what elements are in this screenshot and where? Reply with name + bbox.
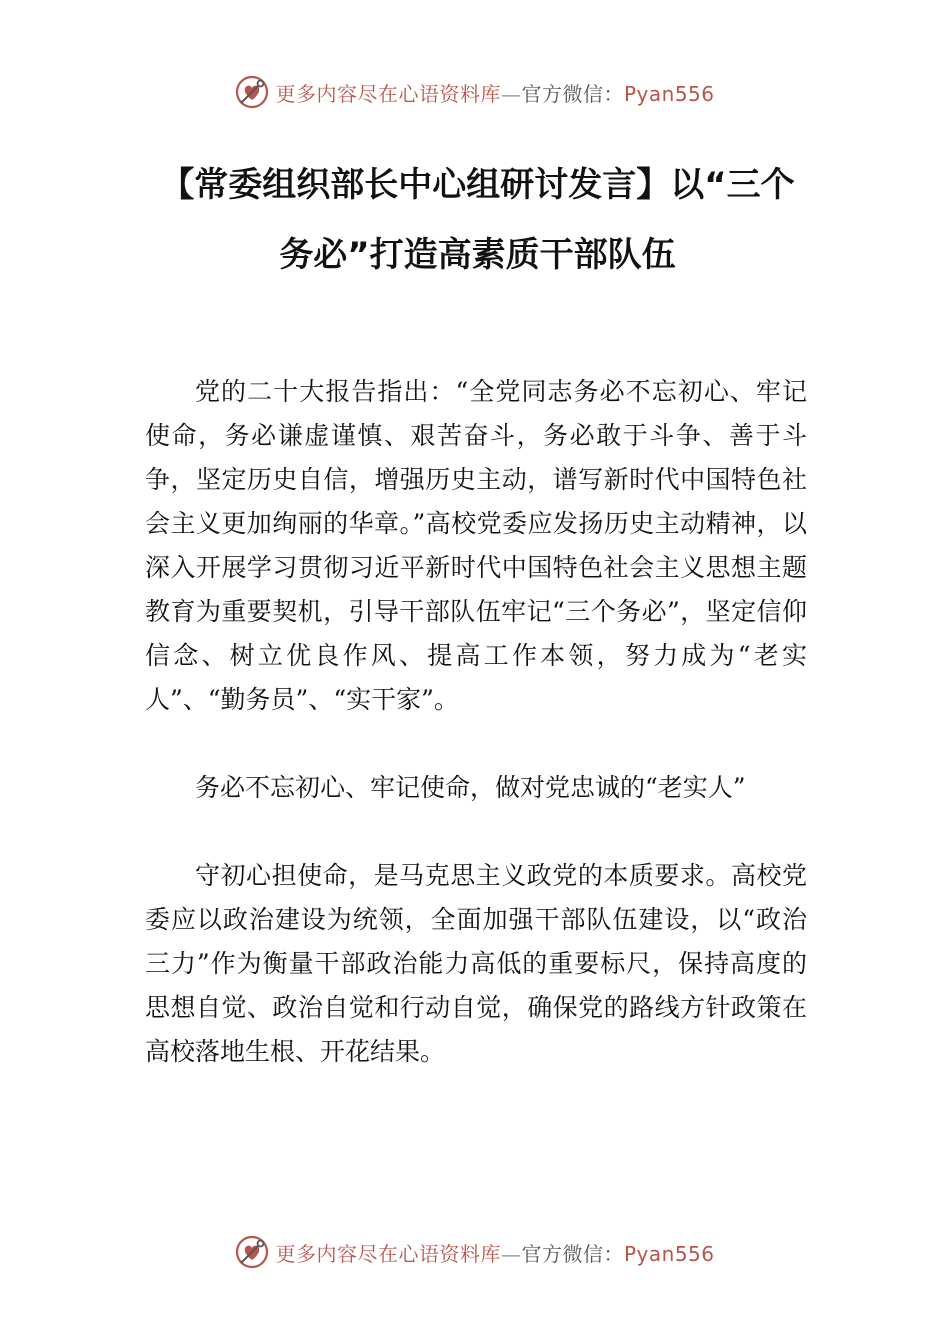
banner-separator: — [500,81,522,106]
banner-wechat-id: Pyan556 [623,81,715,106]
banner-lead: 更多内容尽在心语资料库 [275,1241,501,1266]
document-body [145,370,807,1118]
banner-lead: 更多内容尽在心语资料库 [275,81,501,106]
header-banner [0,72,950,112]
banner-text [275,1238,714,1267]
heart-key-logo-icon [235,1235,269,1269]
banner-separator: — [500,1241,522,1266]
banner-text [275,78,714,107]
banner-wechat-label: 官方微信： [521,81,624,106]
banner-wechat-label: 官方微信： [521,1241,624,1266]
footer-banner [0,1232,950,1272]
section-heading: 务必不忘初心、牢记使命，做对党忠诚的“老实人” [195,773,746,802]
document-title: 【常委组织部长中心组研讨发言】以“三个务必”打造高素质干部队伍 [160,165,795,275]
paragraph: 党的二十大报告指出：“全党同志务必不忘初心、牢记使命，务必谦虚谨慎、艰苦奋斗，务必敢于斗争、善于斗争，坚定历史自信，增强历史主动，谱写新时代中国特色社会主义更加绚丽的华章。”高校党委应发扬历史主动精神，以深入开展学习贯彻习近平新时代中国特色社会主义思想主题教育为重要契机，引导干部队伍牢记“三个务必”，坚定信仰信念、树立优良作风、提高工作本领，努力成为“老实人”、“勤务员”、“实干家”。 [145,377,807,714]
paragraph: 守初心担使命，是马克思主义政党的本质要求。高校党委应以政治建设为统领，全面加强干部队伍建设，以“政治三力”作为衡量干部政治能力高低的重要标尺，保持高度的思想自觉、政治自觉和行动自觉，确保党的路线方针政策在高校落地生根、开花结果。 [145,861,807,1066]
banner-wechat-id: Pyan556 [623,1241,715,1266]
heart-key-logo-icon [235,75,269,109]
